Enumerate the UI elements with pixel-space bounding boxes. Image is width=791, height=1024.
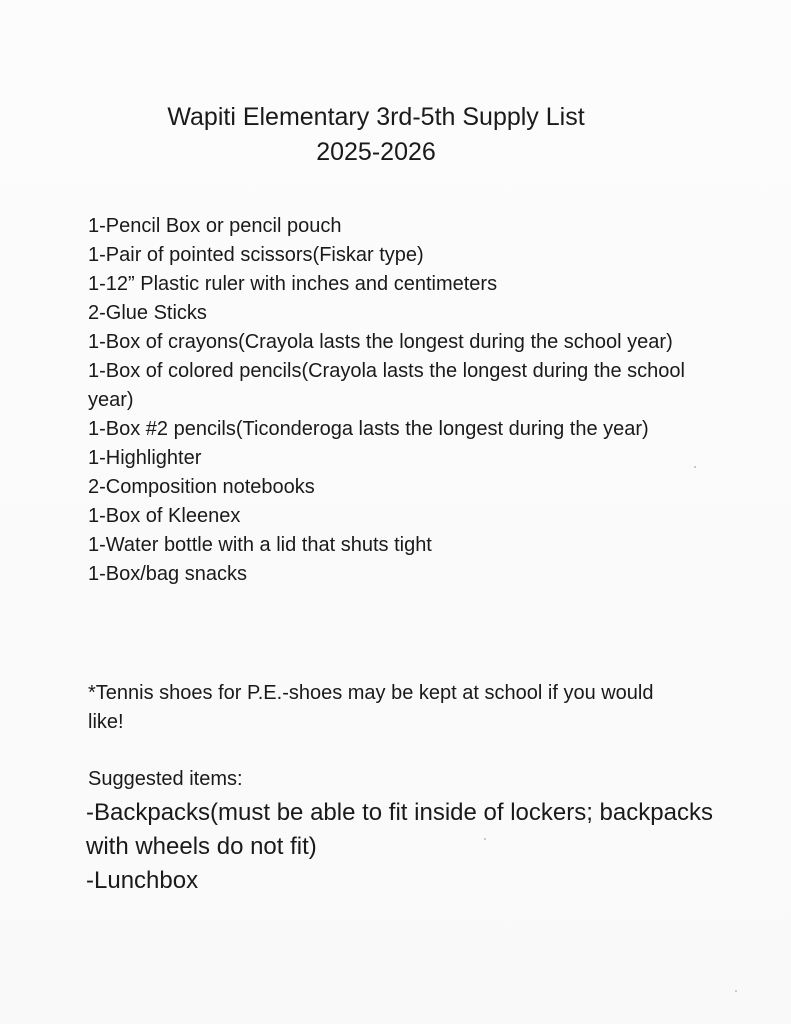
document-title: Wapiti Elementary 3rd-5th Supply List [167,103,585,131]
list-item: 2-Composition notebooks [88,476,315,498]
document-header [0,100,752,170]
list-item: 1-Pencil Box or pencil pouch [88,215,342,237]
list-item: 1-Box #2 pencils(Ticonderoga lasts the longest during the year) [88,418,649,440]
suggested-items-heading: Suggested items: [88,768,243,790]
scan-speck [735,990,737,992]
tennis-shoes-note: *Tennis shoes for P.E.-shoes may be kept at school if you would like! [88,682,654,733]
list-item: 1-Box of colored pencils(Crayola lasts the longest during the school year) [88,360,685,411]
list-item: 1-Pair of pointed scissors(Fiskar type) [88,244,424,266]
suggested-items-list [86,796,726,898]
list-item: 2-Glue Sticks [88,302,207,324]
list-item: 1-Water bottle with a lid that shuts tight [88,534,432,556]
suggested-item-backpacks: -Backpacks(must be able to fit inside of lockers; backpacks with wheels do not fit) [86,799,713,860]
school-year: 2025-2026 [316,138,436,166]
list-item: 1-Highlighter [88,447,202,469]
supply-items-list [88,212,688,589]
list-item: 1-Box/bag snacks [88,563,247,585]
list-item: 1-12” Plastic ruler with inches and centimeters [88,273,498,295]
suggested-item-lunchbox: -Lunchbox [86,867,199,894]
list-item: 1-Box of crayons(Crayola lasts the longest during the school year) [88,331,673,353]
scan-speck [484,838,486,840]
scan-speck [694,466,696,468]
list-item: 1-Box of Kleenex [88,505,241,527]
